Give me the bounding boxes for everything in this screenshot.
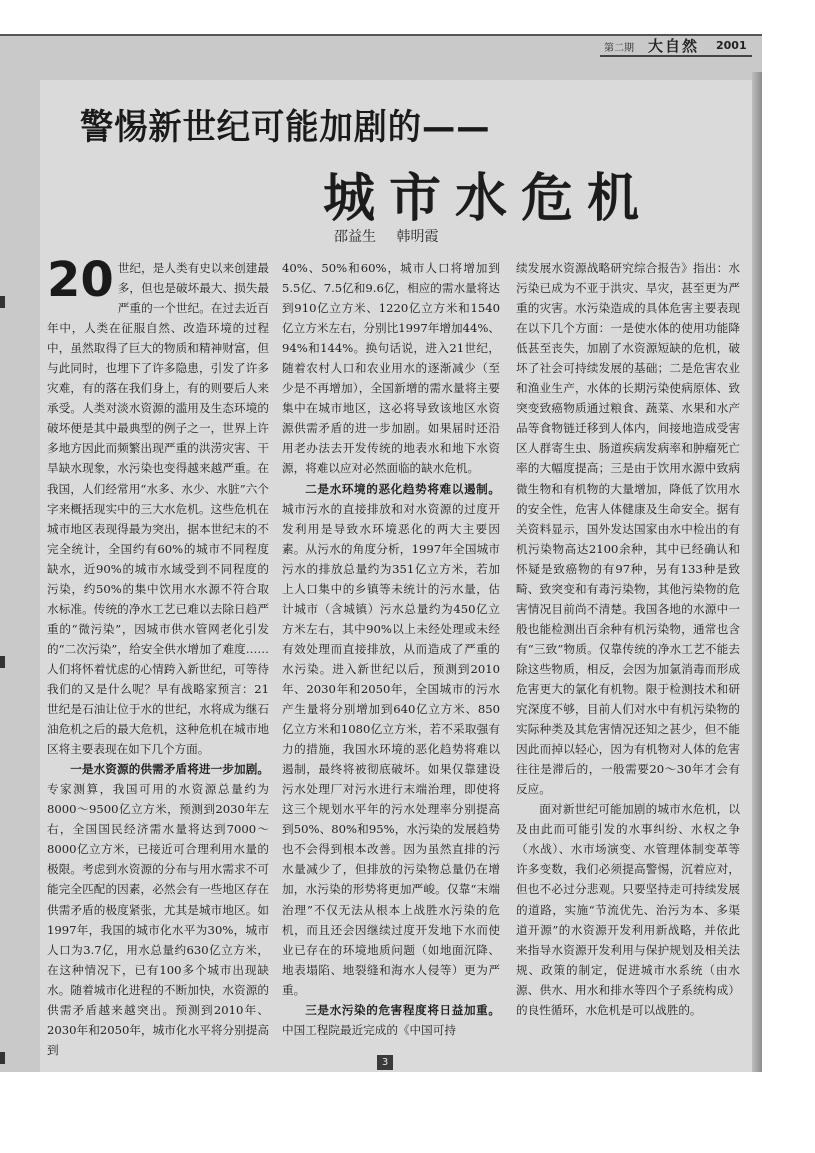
section-heading: 三是水污染的危害程度将日益加重。 <box>305 1002 500 1017</box>
text-column-1 <box>47 252 269 1060</box>
author-byline <box>334 226 454 246</box>
page-edge-shadow <box>752 72 762 1072</box>
author-name: 邵益生 <box>334 229 376 245</box>
paragraph-text: 专家测算，我国可用的水资源总量约为8000～9500亿立方米，预测到2030年左右，全国国民经济需水量将达到7000～8000亿立方米，已接近可合理利用水量的极限。考虑到水资源的分布与用水需求不可能完全匹配的因素，必然会有一些地区存在供需矛盾的极度紧张，尤其是城市地区。如1997年，我国的城市化水平为30%，城市人口为3.7亿，用水总量约630亿立方米，在这种情况下，已有100多个城市出现缺水。随着城市化进程的不断加快，水资源的供需矛盾越来越突出。预测到2010年、2030年和2050年，城市化水平将分别提高到 <box>47 782 269 1057</box>
running-header <box>600 36 752 56</box>
paragraph <box>282 1000 500 1040</box>
paragraph <box>282 479 500 1000</box>
paragraph: 续发展水资源战略研究综合报告》指出：水污染已成为不亚于洪灾、旱灾，甚至更为严重的灾害。水污染造成的具体危害主要表现在以下几个方面：一是使水体的使用功能降低甚至丧失，加剧了水资源短缺的危机，破坏了社会可持续发展的基础；二是危害农业和渔业生产，水体的长期污染使病原体、致突变致癌物质通过粮食、蔬菜、水果和水产品等食物链迁移到人体内，间接地造成受害区人群寄生虫、肠道疾病发病率和肿瘤死亡率的大幅度提高；三是由于饮用水源中致病微生物和有机物的大量增加，降低了饮用水的安全性，危害人体健康及生命安全。据有关资料显示，国外发达国家由水中检出的有机污染物高达2100余种，其中已经确认和怀疑是致癌物的有97种，另有133种是致畸、致突变和有毒污染物，其他污染物的危害情况目前尚不清楚。我国各地的水源中一般也能检测出百余种有机污染物，通常也含有“三致”物质。仅靠传统的净水工艺不能去除这些物质，相反，会因为加氯消毒而形成危害更大的氯化有机物。限于检测技术和研究深度不够，目前人们对水中有机污染物的实际种类及其危害情况还知之甚少，但不能因此而掉以轻心，因为有机物对人体的危害往往是滞后的，一般需要20～30年才会有反应。 <box>516 261 740 797</box>
paragraph-text: 城市污水的直接排放和对水资源的过度开发利用是导致水环境恶化的两大主要因素。从污水的角度分析，1997年全国城市污水的排放总量约为351亿立方米，若加上人口集中的乡镇等未统计的污水量，估计城市（含城镇）污水总量约为450亿立方米左右，其中90%以上未经处理或未经有效处理而直接排放，从而造成了严重的水污染。进入新世纪以后，预测到2010年、2030年和2050年，全国城市的污水产生量将分别增加到640亿立方米、850亿立方米和1080亿立方米，若不采取强有力的措施，我国水环境的恶化趋势将难以遏制，最终将被彻底破坏。如果仅靠建设污水处理厂对污水进行末端治理，即使将这三个规划水平年的污水处理率分别提高到50%、80%和95%，水污染的发展趋势也不会得到根本改善。因为虽然直排的污水量减少了，但排放的污染物总量仍在增加，水污染的形势将更加严峻。仅靠“末端治理”不仅无法从根本上战胜水污染的危机，而且还会因继续过度开发地下水而使业已存在的环境地质问题（如地面沉降、地表塌陷、地裂缝和海水人侵等）更为严重。 <box>282 501 500 997</box>
header-rule <box>600 55 752 57</box>
paragraph-text: 世纪，是人类有史以来创建最多，但也是破坏最大、损失最严重的一个世纪。在过去近百年中，人类在征服自然、改造环境的过程中，虽然取得了巨大的物质和精神财富，但与此同时，也埋下了许多隐患，引发了许多灾难，有的落在我们身上，有的则要后人来承受。人类对淡水资源的滥用及生态环境的破坏便是其中最典型的例子之一，世界上许多地方因此而频繁出现严重的洪涝灾害、干旱缺水现象，水污染也变得越来越严重。在我国，人们经常用“水多、水少、水脏”六个字来概括现实中的三大水危机。这些危机在城市地区表现得最为突出，据本世纪末的不完全统计，全国约有60%的城市不同程度缺水，近90%的城市水域受到不同程度的污染，约50%的集中饮用水水源不符合取水标准。传统的净水工艺已难以去除日趋严重的“微污染”，因城市供水管网老化引发的“二次污染”，给安全供水增加了难度……人们将怀着忧虑的心情跨入新世纪，可等待我们的又是什么呢？早有战略家预言：21世纪是石油让位于水的世纪，水将成为继石油危机之后的最大危机，这种危机在城市地区将主要表现在如下几个方面。 <box>47 261 269 757</box>
margin-mark <box>0 296 5 308</box>
article-title-line2: 城市水危机 <box>323 169 654 229</box>
paragraph-text: 中国工程院最近完成的《中国可持 <box>282 1022 456 1037</box>
article-title-line1: 警惕新世纪可能加剧的—— <box>80 108 491 148</box>
section-heading: 二是水环境的恶化趋势将难以遏制。 <box>305 481 500 496</box>
paragraph <box>47 759 269 1060</box>
drop-cap: 20 <box>47 252 114 308</box>
issue-year: 2001 <box>716 39 747 52</box>
margin-mark <box>0 1052 5 1064</box>
text-column-2 <box>282 258 500 1040</box>
page-number: 3 <box>377 1055 393 1070</box>
magazine-name: 大自然 <box>648 37 700 55</box>
text-column-3 <box>516 258 740 1020</box>
margin-mark <box>0 656 5 668</box>
issue-label: 第二期 <box>604 43 634 54</box>
paragraph <box>47 252 269 759</box>
author-name: 韩明霞 <box>396 229 439 245</box>
paragraph: 40%、50%和60%，城市人口将增加到5.5亿、7.5亿和9.6亿，相应的需水量将达到910亿立方米、1220亿立方米和1540亿立方米左右，分别比1997年增加44%、94%和144%。换句话说，进入21世纪，随着农村人口和农业用水的逐渐减少（至少是不再增加），全国新增的需水量将主要集中在城市地区，这必将导致该地区水资源供需矛盾的进一步加剧。如果届时还沿用老办法去开发传统的地表水和地下水资源，将难以应对必然面临的缺水危机。 <box>282 261 500 476</box>
section-heading: 一是水资源的供需矛盾将进一步加剧。 <box>70 762 269 777</box>
paragraph: 面对新世纪可能加剧的城市水危机，以及由此而可能引发的水事纠纷、水权之争（水战）、水市场演变、水管理体制变革等许多变数，我们必须提高警惕，沉着应对，但也不必过分悲观。只要坚持走可持续发展的道路，实施“节流优先、治污为本、多渠道开源”的水资源开发利用新战略，并依此来指导水资源开发利用与保护规划及相关法规、政策的制定，促进城市水系统（由水源、供水、用水和排水等四个子系统构成）的良性循环，水危机是可以战胜的。 <box>516 802 740 1017</box>
